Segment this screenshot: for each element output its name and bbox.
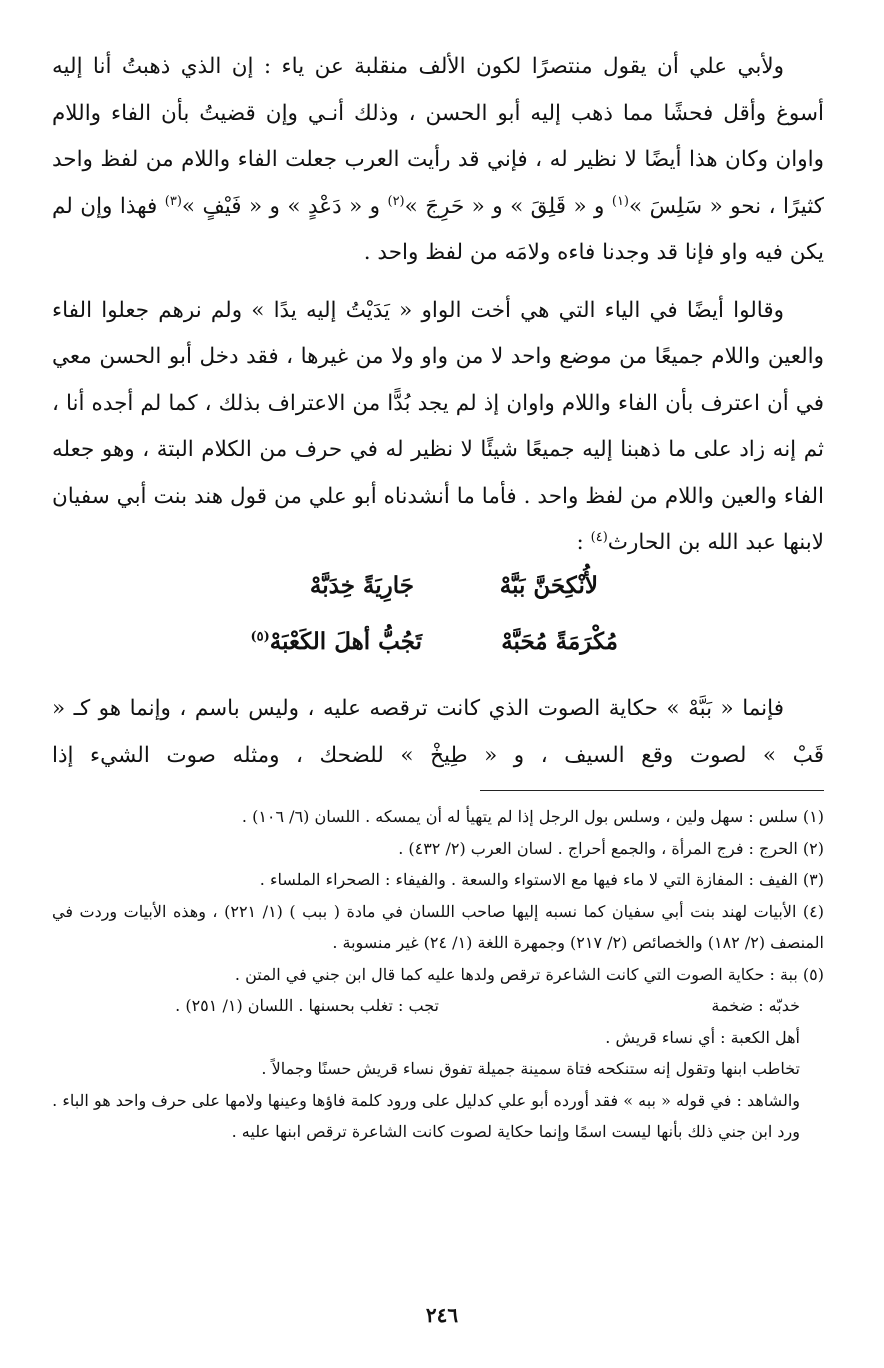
gloss-tajubb: تجب : تغلب بحسنها . اللسان (١/ ٢٥١) . <box>175 996 439 1015</box>
paragraph-2-text: وقالوا أيضًا في الياء التي هي أخت الواو « يَدَيْتُ إليه يدًا » ولم نرهم جعلوا الفاء والعين واللام جميعًا من موضع واحد لا من واو ولا من غيرها ، فقد دخل أبو الحسن معي في أن اعترف بأن الفاء واللام واوان إذ لم يجد بُدًّا من الاعتراف بذلك ، كما لم أجده أنا ، ثم إنه زاد على ما ذهبنا إليه جميعًا شيئًا لا نظير له في حرف من الكلام البتة ، وهو جعله الفاء والعين واللام من لفظ واحد . فأما ما أنشدناه أبو علي من قول هند بنت أبي سفيان لابنها عبد الله بن الحارث <box>52 297 824 555</box>
footnote-divider <box>480 790 824 791</box>
page-number: ٢٤٦ <box>425 1303 459 1327</box>
footnote-ref-3[interactable]: (٣) <box>164 193 182 209</box>
footnote-ref-1[interactable]: (١) <box>611 193 629 209</box>
paragraph-3: فإنما « بَبَّهْ » حكاية الصوت الذي كانت ترقصه عليه ، وليس باسم ، وإنما هو كـ « قَبْ » لصوت وقع السيف ، و « طِيخْ » للضحك ، ومثله صوت الشيء إذا <box>52 696 824 768</box>
main-text-block <box>52 44 824 567</box>
footnote-5-line-3: أهل الكعبة : أي نساء قريش . <box>605 1027 800 1047</box>
footnote-ref-4[interactable]: (٤) <box>590 529 608 545</box>
paragraph-2 <box>52 288 824 567</box>
footnote-5-line-4: تخاطب ابنها وتقول إنه ستنكحه فتاة سمينة جميلة تفوق نساء قريش حسنًا وجمالاً . <box>261 1059 800 1078</box>
footnote-ref-5[interactable]: (٥) <box>250 629 270 645</box>
footnote-5: (٥) ببة : حكاية الصوت التي كانت الشاعرة ترقص ولدها عليه كما قال ابن جني في المتن . <box>234 964 824 984</box>
gloss-khidabba: خدبّه : ضخمة <box>711 996 800 1015</box>
main-text-block-2 <box>52 686 824 779</box>
footnote-1: (١) سلس : سهل ولين ، وسلس بول الرجل إذا لم يتهيأ له أن يمسكه . اللسان (٦/ ١٠٦) . <box>241 807 824 826</box>
footnote-3: (٣) الفيف : المفازة التي لا ماء فيها مع الاستواء والسعة . والفيفاء : الصحراء الملساء . <box>259 870 824 889</box>
verse-line-2-second-text: تَجُبُّ أهلَ الكَعْبَهْ <box>269 628 422 655</box>
verse-line-1-second-hemistich: جَارِيَةً خِدَبَّهْ <box>309 572 414 599</box>
footnote-4: (٤) الأبيات لهند بنت أبي سفيان كما نسبه إليها صاحب اللسان في مادة ( ببب ) (١/ ٢٢١) ، وهذه الأبيات وردت في المنصف (٢/ ١٨٢) والخصائص (٢/ ٢١٧) وجمهرة اللغة (١/ ٢٤) غير منسوبة . <box>52 901 824 952</box>
verse-line-1-first-hemistich: لأُنْكِحَنَّ بَبَّهْ <box>499 572 598 599</box>
poem-verse <box>0 572 884 672</box>
paragraph-1 <box>52 44 824 277</box>
footnote-5-line-5: والشاهد : في قوله « ببه » فقد أورده أبو علي كدليل على ورود كلمة فاؤها وعينها ولامها على حرف واحد هو الباء . <box>52 1090 800 1110</box>
footnote-2: (٢) الحرج : فرج المرأة ، والجمع أحراج . لسان العرب (٢/ ٤٣٢) . <box>398 838 824 858</box>
footnotes-section <box>52 801 824 1148</box>
footnote-5-glosses <box>52 990 824 1022</box>
paragraph-1-text: ولأبي علي أن يقول منتصرًا لكون الألف منقلبة عن ياء : إن الذي ذهبتُ أنا إليه أسوغ وأقل فحشًا مما ذهب إليه أبو الحسن ، وذلك أنـي وإن قضيتُ بأن الفاء واللام واوان وكان هذا أيضًا لا نظير له ، فإني قد رأيت العرب جعلت الفاء واللام من لفظ واحد كثيرًا ، نحو « سَلِسَ » <box>52 54 824 219</box>
verse-line-2-second-hemistich <box>250 628 422 655</box>
paragraph-1-text-b: و « قَلِقَ » و « حَرِجَ » <box>404 193 612 219</box>
paragraph-1-text-c: و « دَعْدٍ » و « فَيْفٍ » <box>181 193 388 219</box>
verse-line-2-first-hemistich: مُكْرَمَةً مُحَبَّهْ <box>501 628 618 655</box>
paragraph-2-end: : <box>576 530 591 555</box>
footnote-ref-2[interactable]: (٢) <box>387 193 405 209</box>
paragraph-1-text-d: فهذا وإن لم يكن فيه واو فإنا قد وجدنا فاءه ولامَه من لفظ واحد . <box>52 193 824 265</box>
footnote-5-line-6: ورد ابن جني ذلك بأنها ليست اسمًا وإنما حكاية لصوت كانت الشاعرة ترقص ابنها عليه . <box>231 1122 800 1141</box>
